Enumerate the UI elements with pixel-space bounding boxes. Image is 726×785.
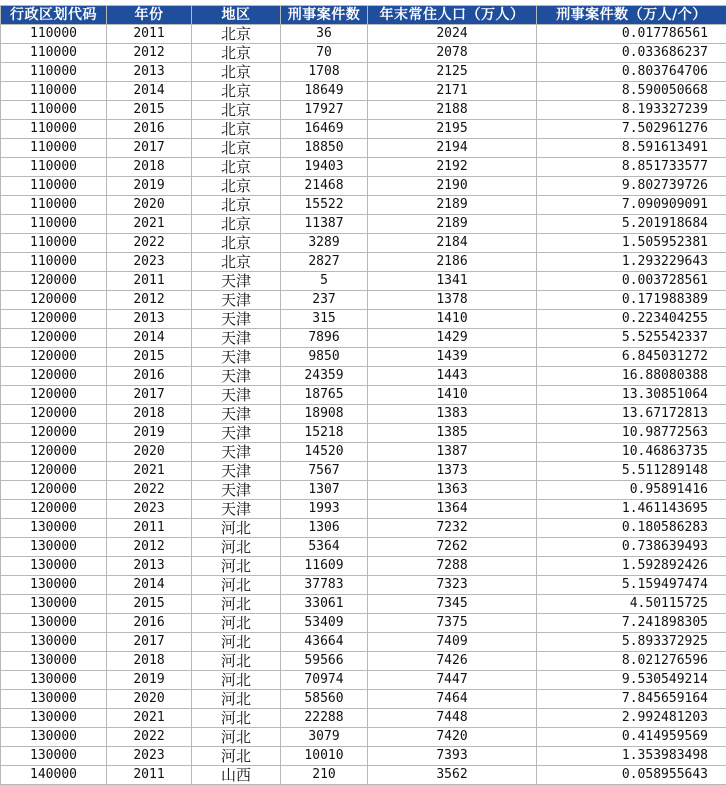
cell-region-code[interactable]: 110000 [1,63,107,82]
cell-year[interactable]: 2023 [107,747,192,766]
cell-region[interactable]: 河北 [192,614,281,633]
cell-region-code[interactable]: 130000 [1,538,107,557]
cell-case-count[interactable]: 15522 [281,196,368,215]
cell-region[interactable]: 河北 [192,747,281,766]
cell-year[interactable]: 2014 [107,329,192,348]
cell-region-code[interactable]: 120000 [1,348,107,367]
cell-region[interactable]: 天津 [192,291,281,310]
cell-case-ratio[interactable]: 0.414959569 [537,728,726,747]
cell-region[interactable]: 河北 [192,633,281,652]
cell-case-count[interactable]: 70 [281,44,368,63]
table-row [1,500,726,519]
cell-region[interactable]: 北京 [192,253,281,272]
cell-case-ratio[interactable]: 0.223404255 [537,310,726,329]
cell-year[interactable]: 2015 [107,595,192,614]
cell-region-code[interactable]: 130000 [1,709,107,728]
cell-population[interactable]: 7345 [368,595,537,614]
cell-region-code[interactable]: 110000 [1,82,107,101]
cell-year[interactable]: 2016 [107,367,192,386]
cell-year[interactable]: 2022 [107,728,192,747]
cell-year[interactable]: 2019 [107,177,192,196]
cell-region[interactable]: 北京 [192,25,281,44]
cell-population[interactable]: 2186 [368,253,537,272]
cell-region[interactable]: 天津 [192,405,281,424]
cell-region-code[interactable]: 120000 [1,272,107,291]
cell-region-code[interactable]: 110000 [1,44,107,63]
cell-year[interactable]: 2018 [107,405,192,424]
cell-year[interactable]: 2015 [107,101,192,120]
cell-case-count[interactable]: 43664 [281,633,368,652]
column-header-population[interactable]: 年末常住人口（万人） [368,6,537,25]
cell-case-count[interactable]: 19403 [281,158,368,177]
cell-year[interactable]: 2013 [107,557,192,576]
table-body [1,25,726,785]
cell-region[interactable]: 天津 [192,329,281,348]
cell-case-count[interactable]: 18649 [281,82,368,101]
column-header-region-code[interactable]: 行政区划代码 [1,6,107,25]
cell-case-ratio[interactable]: 5.159497474 [537,576,726,595]
cell-case-count[interactable]: 70974 [281,671,368,690]
cell-region[interactable]: 河北 [192,671,281,690]
cell-case-ratio[interactable]: 8.590050668 [537,82,726,101]
table-row [1,44,726,63]
cell-case-ratio[interactable]: 9.530549214 [537,671,726,690]
table-row [1,557,726,576]
cell-year[interactable]: 2013 [107,310,192,329]
cell-year[interactable]: 2021 [107,215,192,234]
cell-case-ratio[interactable]: 16.88080388 [537,367,726,386]
cell-year[interactable]: 2011 [107,25,192,44]
table-row [1,462,726,481]
cell-case-count[interactable]: 7567 [281,462,368,481]
cell-region-code[interactable]: 110000 [1,158,107,177]
cell-year[interactable]: 2016 [107,120,192,139]
cell-region-code[interactable]: 130000 [1,519,107,538]
cell-case-count[interactable]: 22288 [281,709,368,728]
cell-case-count[interactable]: 315 [281,310,368,329]
cell-region-code[interactable]: 120000 [1,500,107,519]
cell-case-count[interactable]: 24359 [281,367,368,386]
table-row [1,215,726,234]
cell-population[interactable]: 1410 [368,310,537,329]
cell-region[interactable]: 天津 [192,348,281,367]
cell-case-ratio[interactable]: 5.201918684 [537,215,726,234]
cell-case-count[interactable]: 210 [281,766,368,785]
cell-case-count[interactable]: 18765 [281,386,368,405]
cell-case-count[interactable]: 5 [281,272,368,291]
cell-case-ratio[interactable]: 5.893372925 [537,633,726,652]
cell-region[interactable]: 河北 [192,690,281,709]
table-row [1,329,726,348]
cell-case-count[interactable]: 37783 [281,576,368,595]
cell-region-code[interactable]: 110000 [1,215,107,234]
cell-case-ratio[interactable]: 0.033686237 [537,44,726,63]
table-row [1,82,726,101]
cell-population[interactable]: 7426 [368,652,537,671]
cell-population[interactable]: 2194 [368,139,537,158]
cell-region[interactable]: 北京 [192,44,281,63]
cell-population[interactable]: 7375 [368,614,537,633]
cell-region[interactable]: 北京 [192,196,281,215]
cell-region-code[interactable]: 110000 [1,177,107,196]
cell-year[interactable]: 2011 [107,272,192,291]
cell-year[interactable]: 2015 [107,348,192,367]
cell-case-ratio[interactable]: 1.293229643 [537,253,726,272]
column-header-case-count[interactable]: 刑事案件数 [281,6,368,25]
cell-region-code[interactable]: 120000 [1,424,107,443]
cell-region-code[interactable]: 110000 [1,139,107,158]
cell-case-ratio[interactable]: 1.592892426 [537,557,726,576]
cell-year[interactable]: 2018 [107,158,192,177]
cell-year[interactable]: 2018 [107,652,192,671]
cell-case-ratio[interactable]: 5.511289148 [537,462,726,481]
cell-case-count[interactable]: 11609 [281,557,368,576]
cell-case-ratio[interactable]: 5.525542337 [537,329,726,348]
cell-region[interactable]: 河北 [192,709,281,728]
cell-year[interactable]: 2014 [107,82,192,101]
table-row [1,690,726,709]
cell-region-code[interactable]: 130000 [1,633,107,652]
cell-case-ratio[interactable]: 7.845659164 [537,690,726,709]
table-row [1,348,726,367]
cell-case-ratio[interactable]: 0.803764706 [537,63,726,82]
cell-region-code[interactable]: 130000 [1,728,107,747]
data-table [0,5,726,785]
cell-year[interactable]: 2021 [107,462,192,481]
cell-region[interactable]: 天津 [192,443,281,462]
cell-case-count[interactable]: 1307 [281,481,368,500]
cell-case-count[interactable]: 1306 [281,519,368,538]
cell-region[interactable]: 天津 [192,500,281,519]
cell-year[interactable]: 2013 [107,63,192,82]
cell-case-ratio[interactable]: 8.193327239 [537,101,726,120]
table-row [1,481,726,500]
cell-case-count[interactable]: 18850 [281,139,368,158]
cell-case-ratio[interactable]: 7.502961276 [537,120,726,139]
cell-population[interactable]: 7323 [368,576,537,595]
cell-year[interactable]: 2014 [107,576,192,595]
cell-region-code[interactable]: 110000 [1,196,107,215]
table-row [1,386,726,405]
cell-population[interactable]: 2189 [368,215,537,234]
column-header-region[interactable]: 地区 [192,6,281,25]
cell-region[interactable]: 天津 [192,462,281,481]
cell-case-count[interactable]: 5364 [281,538,368,557]
cell-region-code[interactable]: 130000 [1,671,107,690]
table-row [1,652,726,671]
cell-population[interactable]: 1387 [368,443,537,462]
cell-case-ratio[interactable]: 0.017786561 [537,25,726,44]
cell-case-ratio[interactable]: 13.30851064 [537,386,726,405]
cell-case-ratio[interactable]: 8.591613491 [537,139,726,158]
cell-population[interactable]: 2024 [368,25,537,44]
cell-region-code[interactable]: 130000 [1,747,107,766]
cell-case-count[interactable]: 58560 [281,690,368,709]
cell-year[interactable]: 2021 [107,709,192,728]
cell-population[interactable]: 1364 [368,500,537,519]
table-row [1,424,726,443]
table-row [1,519,726,538]
cell-case-ratio[interactable]: 0.738639493 [537,538,726,557]
cell-population[interactable]: 2189 [368,196,537,215]
table-row [1,367,726,386]
cell-case-count[interactable]: 17927 [281,101,368,120]
cell-region[interactable]: 天津 [192,272,281,291]
table-row [1,196,726,215]
cell-case-count[interactable]: 1708 [281,63,368,82]
cell-region[interactable]: 河北 [192,728,281,747]
cell-region-code[interactable]: 130000 [1,614,107,633]
cell-year[interactable]: 2020 [107,196,192,215]
cell-region-code[interactable]: 120000 [1,481,107,500]
cell-case-ratio[interactable]: 13.67172813 [537,405,726,424]
table-row [1,633,726,652]
cell-population[interactable]: 1385 [368,424,537,443]
cell-case-ratio[interactable]: 1.505952381 [537,234,726,253]
spreadsheet [0,5,726,785]
cell-population[interactable]: 1439 [368,348,537,367]
cell-case-count[interactable]: 21468 [281,177,368,196]
cell-region[interactable]: 河北 [192,557,281,576]
cell-case-ratio[interactable]: 7.241898305 [537,614,726,633]
cell-case-count[interactable]: 9850 [281,348,368,367]
cell-region-code[interactable]: 130000 [1,595,107,614]
cell-region[interactable]: 天津 [192,386,281,405]
table-row [1,158,726,177]
cell-region-code[interactable]: 140000 [1,766,107,785]
cell-case-count[interactable]: 10010 [281,747,368,766]
cell-region-code[interactable]: 110000 [1,101,107,120]
cell-population[interactable]: 7447 [368,671,537,690]
cell-region[interactable]: 北京 [192,177,281,196]
cell-region-code[interactable]: 120000 [1,310,107,329]
cell-population[interactable]: 1429 [368,329,537,348]
cell-year[interactable]: 2017 [107,386,192,405]
cell-region-code[interactable]: 120000 [1,462,107,481]
cell-population[interactable]: 7448 [368,709,537,728]
cell-population[interactable]: 2190 [368,177,537,196]
cell-region-code[interactable]: 120000 [1,443,107,462]
cell-case-ratio[interactable]: 7.090909091 [537,196,726,215]
cell-case-ratio[interactable]: 0.058955643 [537,766,726,785]
cell-population[interactable]: 7262 [368,538,537,557]
cell-case-ratio[interactable]: 1.461143695 [537,500,726,519]
cell-population[interactable]: 2078 [368,44,537,63]
cell-region[interactable]: 北京 [192,120,281,139]
cell-case-count[interactable]: 15218 [281,424,368,443]
cell-population[interactable]: 7464 [368,690,537,709]
cell-population[interactable]: 1410 [368,386,537,405]
cell-case-ratio[interactable]: 9.802739726 [537,177,726,196]
table-row [1,728,726,747]
cell-case-ratio[interactable]: 0.003728561 [537,272,726,291]
cell-region[interactable]: 天津 [192,310,281,329]
cell-year[interactable]: 2020 [107,690,192,709]
table-row [1,709,726,728]
cell-year[interactable]: 2022 [107,234,192,253]
table-row [1,538,726,557]
table-row [1,101,726,120]
cell-population[interactable]: 1341 [368,272,537,291]
table-row [1,253,726,272]
cell-year[interactable]: 2017 [107,633,192,652]
table-row [1,766,726,785]
cell-region-code[interactable]: 130000 [1,557,107,576]
cell-case-ratio[interactable]: 1.353983498 [537,747,726,766]
table-row [1,576,726,595]
table-row [1,310,726,329]
cell-case-count[interactable]: 16469 [281,120,368,139]
cell-population[interactable]: 1373 [368,462,537,481]
cell-year[interactable]: 2023 [107,253,192,272]
cell-year[interactable]: 2011 [107,766,192,785]
cell-population[interactable]: 7420 [368,728,537,747]
cell-region-code[interactable]: 130000 [1,652,107,671]
cell-case-ratio[interactable]: 0.180586283 [537,519,726,538]
cell-case-count[interactable]: 53409 [281,614,368,633]
cell-case-ratio[interactable]: 8.021276596 [537,652,726,671]
cell-region-code[interactable]: 120000 [1,291,107,310]
cell-population[interactable]: 7288 [368,557,537,576]
cell-region-code[interactable]: 130000 [1,576,107,595]
cell-population[interactable]: 7393 [368,747,537,766]
cell-region-code[interactable]: 120000 [1,367,107,386]
cell-region[interactable]: 天津 [192,424,281,443]
table-row [1,595,726,614]
cell-region-code[interactable]: 110000 [1,25,107,44]
cell-year[interactable]: 2011 [107,519,192,538]
cell-region-code[interactable]: 120000 [1,386,107,405]
cell-case-count[interactable]: 237 [281,291,368,310]
cell-case-ratio[interactable]: 6.845031272 [537,348,726,367]
cell-year[interactable]: 2019 [107,671,192,690]
cell-population[interactable]: 2195 [368,120,537,139]
cell-case-count[interactable]: 3079 [281,728,368,747]
cell-case-count[interactable]: 3289 [281,234,368,253]
table-row [1,291,726,310]
cell-population[interactable]: 7232 [368,519,537,538]
column-header-year[interactable]: 年份 [107,6,192,25]
cell-population[interactable]: 2125 [368,63,537,82]
table-row [1,120,726,139]
cell-year[interactable]: 2022 [107,481,192,500]
table-row [1,671,726,690]
cell-region[interactable]: 山西 [192,766,281,785]
cell-case-count[interactable]: 7896 [281,329,368,348]
header-row [1,6,726,25]
cell-region[interactable]: 北京 [192,63,281,82]
table-row [1,443,726,462]
cell-region[interactable]: 北京 [192,101,281,120]
cell-region[interactable]: 北京 [192,234,281,253]
cell-population[interactable]: 2171 [368,82,537,101]
cell-case-ratio[interactable]: 8.851733577 [537,158,726,177]
table-row [1,272,726,291]
cell-year[interactable]: 2012 [107,291,192,310]
cell-population[interactable]: 3562 [368,766,537,785]
cell-region-code[interactable]: 120000 [1,405,107,424]
table-row [1,234,726,253]
table-row [1,747,726,766]
cell-region[interactable]: 河北 [192,595,281,614]
cell-region[interactable]: 天津 [192,367,281,386]
cell-population[interactable]: 1363 [368,481,537,500]
cell-year[interactable]: 2012 [107,538,192,557]
cell-region[interactable]: 河北 [192,519,281,538]
cell-year[interactable]: 2023 [107,500,192,519]
cell-case-ratio[interactable]: 4.50115725 [537,595,726,614]
cell-case-ratio[interactable]: 0.171988389 [537,291,726,310]
cell-case-ratio[interactable]: 10.46863735 [537,443,726,462]
cell-case-count[interactable]: 1993 [281,500,368,519]
table-row [1,63,726,82]
cell-region[interactable]: 河北 [192,652,281,671]
column-header-case-ratio[interactable]: 刑事案件数（万人/个） [537,6,726,25]
cell-case-ratio[interactable]: 10.98772563 [537,424,726,443]
cell-region[interactable]: 北京 [192,82,281,101]
table-row [1,614,726,633]
cell-region[interactable]: 天津 [192,481,281,500]
cell-region[interactable]: 北京 [192,158,281,177]
cell-region-code[interactable]: 120000 [1,329,107,348]
cell-case-count[interactable]: 33061 [281,595,368,614]
cell-case-ratio[interactable]: 2.992481203 [537,709,726,728]
table-row [1,139,726,158]
cell-region[interactable]: 北京 [192,215,281,234]
cell-population[interactable]: 1378 [368,291,537,310]
table-row [1,177,726,196]
cell-region-code[interactable]: 110000 [1,120,107,139]
cell-case-count[interactable]: 11387 [281,215,368,234]
cell-case-count[interactable]: 14520 [281,443,368,462]
cell-region[interactable]: 北京 [192,139,281,158]
cell-region[interactable]: 河北 [192,576,281,595]
cell-year[interactable]: 2020 [107,443,192,462]
table-row [1,25,726,44]
cell-case-count[interactable]: 59566 [281,652,368,671]
cell-year[interactable]: 2016 [107,614,192,633]
cell-population[interactable]: 2192 [368,158,537,177]
cell-case-ratio[interactable]: 0.95891416 [537,481,726,500]
cell-region-code[interactable]: 110000 [1,234,107,253]
cell-year[interactable]: 2017 [107,139,192,158]
cell-year[interactable]: 2019 [107,424,192,443]
cell-case-count[interactable]: 18908 [281,405,368,424]
cell-population[interactable]: 7409 [368,633,537,652]
cell-population[interactable]: 1383 [368,405,537,424]
cell-year[interactable]: 2012 [107,44,192,63]
cell-population[interactable]: 2184 [368,234,537,253]
table-row [1,405,726,424]
cell-population[interactable]: 2188 [368,101,537,120]
cell-case-count[interactable]: 36 [281,25,368,44]
cell-case-count[interactable]: 2827 [281,253,368,272]
cell-region-code[interactable]: 110000 [1,253,107,272]
cell-region[interactable]: 河北 [192,538,281,557]
cell-region-code[interactable]: 130000 [1,690,107,709]
cell-population[interactable]: 1443 [368,367,537,386]
